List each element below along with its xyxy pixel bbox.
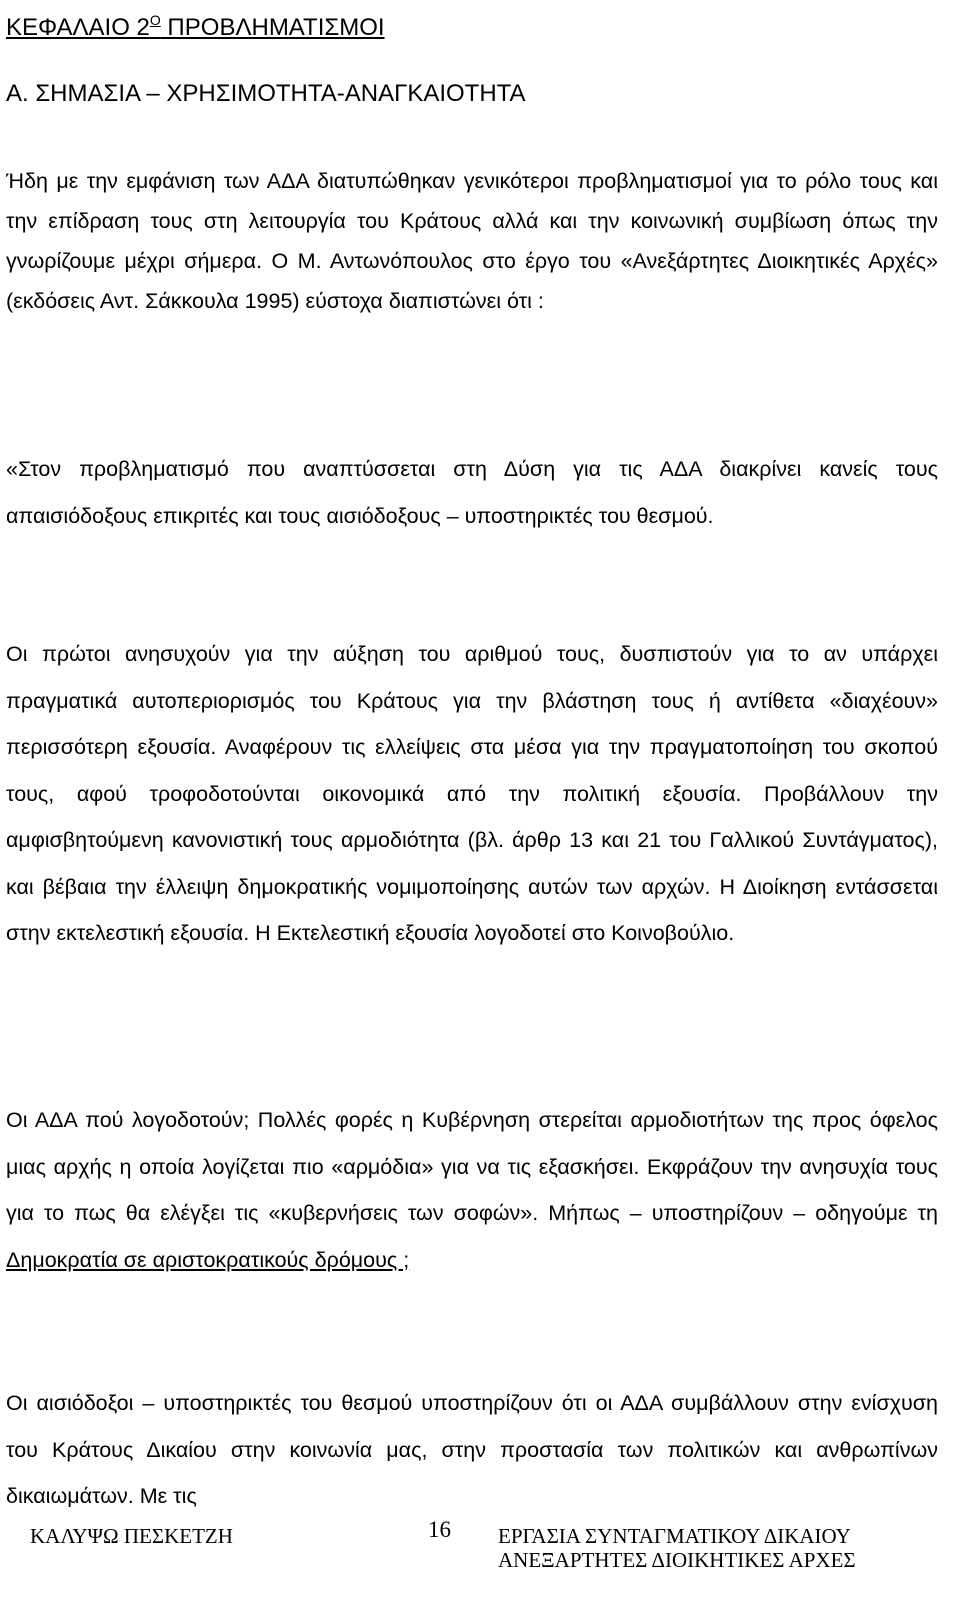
footer-course-line-1: ΕΡΓΑΣΙΑ ΣΥΝΤΑΓΜΑΤΙΚΟΥ ΔΙΚΑΙΟΥ [498,1524,851,1548]
intro-paragraph: Ήδη με την εμφάνιση των ΑΔΑ διατυπώθηκαν γενικότεροι προβληματισμοί για το ρόλο τους και την επίδραση τους στη λειτουργία του Κράτους αλλά και την κοινωνική συμβίωση όπως την γνωρίζουμε μέχρι σήμερα. Ο Μ. Αντωνόπουλος στο έργο του «Ανεξάρτητες Διοικητικές Αρχές» (εκδόσεις Αντ. Σάκκουλα 1995) εύστοχα διαπιστώνει ότι : [6,169,938,313]
accountability-text: Οι ΑΔΑ πού λογοδοτούν; Πολλές φορές η Κυβέρνηση στερείται αρμοδιοτήτων της προς όφελος μιας αρχής η οποία λογίζεται πιο «αρμόδια» για να τις εξασκήσει. Εκφράζουν την ανησυχία τους για το πως θα ελέγξει τις «κυβερνήσεις των σοφών». Μήπως – υποστηρίζουν – οδηγούμε τη [6,1108,938,1225]
section-title: Α. ΣΗΜΑΣΙΑ – ΧΡΗΣΙΜΟΤΗΤΑ-ΑΝΑΓΚΑΙΟΤΗΤΑ [6,80,526,107]
accountability-underlined-text: Δημοκρατία σε αριστοκρατικούς δρόμους ; [6,1247,410,1272]
accountability-paragraph [6,1097,938,1283]
quote-paragraph: «Στον προβληματισμό που αναπτύσσεται στη Δύση για τις ΑΔΑ διακρίνει κανείς τους απαισιόδοξους επικριτές και τους αισιόδοξους – υποστηρικτές του θεσμού. [6,457,938,528]
footer-course-line-2: ΑΝΕΞΑΡΤΗΤΕΣ ΔΙΟΙΚΗΤΙΚΕΣ ΑΡΧΕΣ [498,1548,856,1572]
chapter-number-superscript: Ο [149,12,161,28]
chapter-title [6,2,385,46]
chapter-title-prefix: ΚΕΦΑΛΑΙΟ 2 [6,14,150,41]
footer-course [498,1524,856,1572]
optimists-paragraph: Οι αισιόδοξοι – υποστηρικτές του θεσμού υποστηρίζουν ότι οι ΑΔΑ συμβάλλουν στην ενίσχυση του Κράτους Δικαίου στην κοινωνία μας, στην προστασία των πολιτικών και ανθρωπίνων δικαιωμάτων. Με τις [6,1391,938,1508]
chapter-title-suffix: ΠΡΟΒΛΗΜΑΤΙΣΜΟΙ [160,14,385,41]
footer-author: ΚΑΛΥΨΩ ΠΕΣΚΕΤΖΗ [30,1524,233,1548]
page-number: 16 [428,1517,451,1542]
pessimists-paragraph: Οι πρώτοι ανησυχούν για την αύξηση του αριθμού τους, δυσπιστούν για το αν υπάρχει πραγματικά αυτοπεριορισμός του Κράτους για την βλάστηση τους ή αντίθετα «διαχέουν» περισσότερη εξουσία. Αναφέρουν τις ελλείψεις στα μέσα για την πραγματοποίηση του σκοπού τους, αφού τροφοδοτούνται οικονομικά από την πολιτική εξουσία. Προβάλλουν την αμφισβητούμενη κανονιστική τους αρμοδιότητα (βλ. άρθρ 13 και 21 του Γαλλικού Συντάγματος), και βέβαια την έλλειψη δημοκρατικής νομιμοποίησης αυτών των αρχών. Η Διοίκηση εντάσσεται στην εκτελεστική εξουσία. Η Εκτελεστική εξουσία λογοδοτεί στο Κοινοβούλιο. [6,642,938,945]
